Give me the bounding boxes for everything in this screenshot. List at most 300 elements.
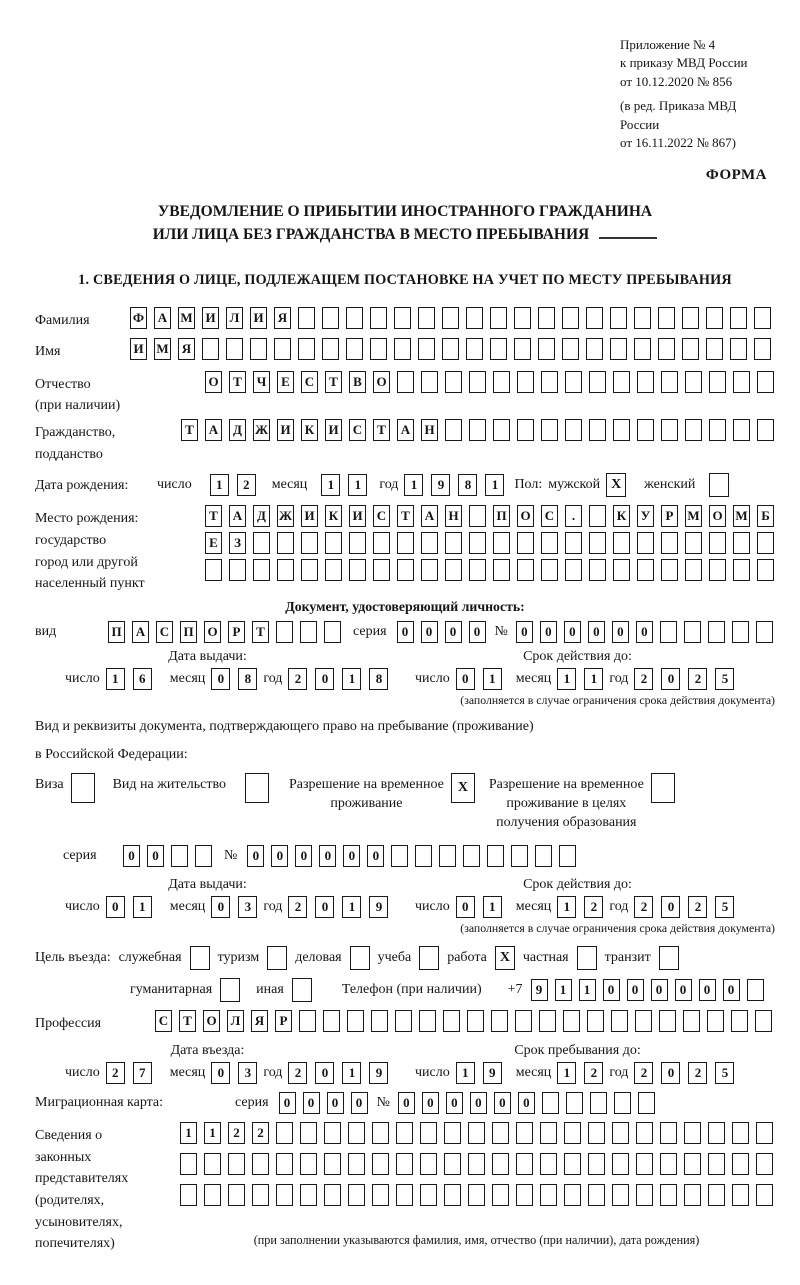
form-cell[interactable] [754, 338, 771, 360]
form-cell[interactable]: 2 [634, 896, 653, 918]
form-cell[interactable] [347, 1010, 364, 1032]
form-cell[interactable] [636, 1184, 653, 1206]
form-cell[interactable]: Т [205, 505, 222, 527]
form-cell[interactable] [300, 1153, 317, 1175]
form-cell[interactable] [397, 559, 414, 581]
form-cell[interactable] [372, 1122, 389, 1144]
form-cell[interactable] [732, 621, 749, 643]
form-cell[interactable]: 1 [485, 474, 504, 496]
form-cell[interactable]: Т [229, 371, 246, 393]
form-cell[interactable]: 0 [675, 979, 692, 1001]
form-cell[interactable] [463, 845, 480, 867]
form-cell[interactable]: Ж [253, 419, 270, 441]
form-cell[interactable]: 2 [228, 1122, 245, 1144]
form-cell[interactable]: 2 [252, 1122, 269, 1144]
form-cell[interactable] [709, 559, 726, 581]
form-cell[interactable]: 0 [315, 896, 334, 918]
form-cell[interactable]: Б [757, 505, 774, 527]
form-cell[interactable]: 9 [369, 1062, 388, 1084]
purpose-humanitarian-checkbox[interactable] [220, 978, 240, 1002]
form-cell[interactable] [468, 1184, 485, 1206]
form-cell[interactable] [349, 559, 366, 581]
form-cell[interactable] [348, 1184, 365, 1206]
form-cell[interactable] [466, 338, 483, 360]
form-cell[interactable]: 0 [446, 1092, 463, 1114]
form-cell[interactable]: И [250, 307, 267, 329]
form-cell[interactable] [420, 1122, 437, 1144]
form-cell[interactable] [276, 1184, 293, 1206]
form-cell[interactable] [586, 338, 603, 360]
form-cell[interactable] [491, 1010, 508, 1032]
form-cell[interactable]: С [156, 621, 173, 643]
form-cell[interactable] [707, 1010, 724, 1032]
form-cell[interactable] [419, 1010, 436, 1032]
form-cell[interactable] [442, 338, 459, 360]
purpose-study-checkbox[interactable] [419, 946, 439, 970]
form-cell[interactable] [276, 621, 293, 643]
form-cell[interactable] [397, 532, 414, 554]
form-cell[interactable]: 0 [343, 845, 360, 867]
form-cell[interactable] [469, 419, 486, 441]
form-cell[interactable] [730, 338, 747, 360]
form-cell[interactable] [563, 1010, 580, 1032]
form-cell[interactable]: У [637, 505, 654, 527]
form-cell[interactable]: 0 [456, 668, 475, 690]
form-cell[interactable] [613, 532, 630, 554]
form-cell[interactable]: 2 [688, 1062, 707, 1084]
form-cell[interactable] [180, 1153, 197, 1175]
form-cell[interactable] [661, 532, 678, 554]
form-cell[interactable] [517, 371, 534, 393]
form-cell[interactable] [397, 371, 414, 393]
form-cell[interactable]: 1 [342, 1062, 361, 1084]
form-cell[interactable]: Т [181, 419, 198, 441]
form-cell[interactable]: 0 [327, 1092, 344, 1114]
form-cell[interactable] [634, 307, 651, 329]
form-cell[interactable] [415, 845, 432, 867]
form-cell[interactable]: 0 [456, 896, 475, 918]
form-cell[interactable] [490, 338, 507, 360]
form-cell[interactable] [709, 532, 726, 554]
form-cell[interactable]: С [373, 505, 390, 527]
form-cell[interactable] [252, 1184, 269, 1206]
form-cell[interactable]: 0 [494, 1092, 511, 1114]
form-cell[interactable]: 3 [238, 1062, 257, 1084]
form-cell[interactable] [757, 419, 774, 441]
form-cell[interactable] [466, 307, 483, 329]
temp-permit-checkbox[interactable]: X [451, 773, 475, 803]
form-cell[interactable]: 0 [123, 845, 140, 867]
form-cell[interactable] [442, 307, 459, 329]
form-cell[interactable]: И [277, 419, 294, 441]
form-cell[interactable] [541, 371, 558, 393]
form-cell[interactable] [709, 371, 726, 393]
form-cell[interactable] [685, 532, 702, 554]
form-cell[interactable] [757, 532, 774, 554]
form-cell[interactable]: 1 [557, 668, 576, 690]
form-cell[interactable] [514, 338, 531, 360]
form-cell[interactable] [685, 559, 702, 581]
form-cell[interactable]: О [709, 505, 726, 527]
form-cell[interactable] [565, 559, 582, 581]
form-cell[interactable] [708, 1153, 725, 1175]
form-cell[interactable]: П [180, 621, 197, 643]
form-cell[interactable] [747, 979, 764, 1001]
form-cell[interactable]: Е [205, 532, 222, 554]
form-cell[interactable] [277, 559, 294, 581]
form-cell[interactable] [517, 532, 534, 554]
form-cell[interactable] [445, 532, 462, 554]
form-cell[interactable] [610, 307, 627, 329]
form-cell[interactable] [730, 307, 747, 329]
form-cell[interactable] [195, 845, 212, 867]
form-cell[interactable]: 2 [288, 1062, 307, 1084]
form-cell[interactable]: 1 [483, 896, 502, 918]
form-cell[interactable] [685, 371, 702, 393]
form-cell[interactable]: О [373, 371, 390, 393]
form-cell[interactable] [684, 1153, 701, 1175]
purpose-business-checkbox[interactable] [350, 946, 370, 970]
form-cell[interactable]: 1 [133, 896, 152, 918]
form-cell[interactable]: Ф [130, 307, 147, 329]
form-cell[interactable] [733, 371, 750, 393]
form-cell[interactable]: 0 [421, 621, 438, 643]
form-cell[interactable] [613, 371, 630, 393]
form-cell[interactable]: 0 [303, 1092, 320, 1114]
form-cell[interactable] [612, 1184, 629, 1206]
form-cell[interactable] [277, 532, 294, 554]
form-cell[interactable]: 0 [211, 668, 230, 690]
form-cell[interactable]: Т [179, 1010, 196, 1032]
form-cell[interactable]: В [349, 371, 366, 393]
form-cell[interactable] [180, 1184, 197, 1206]
purpose-transit-checkbox[interactable] [659, 946, 679, 970]
form-cell[interactable]: 0 [279, 1092, 296, 1114]
purpose-work-checkbox[interactable]: X [495, 946, 515, 970]
form-cell[interactable] [467, 1010, 484, 1032]
form-cell[interactable]: С [155, 1010, 172, 1032]
form-cell[interactable]: А [154, 307, 171, 329]
form-cell[interactable] [756, 1153, 773, 1175]
form-cell[interactable] [205, 559, 222, 581]
form-cell[interactable] [535, 845, 552, 867]
form-cell[interactable]: К [325, 505, 342, 527]
form-cell[interactable]: Ж [277, 505, 294, 527]
form-cell[interactable]: 1 [348, 474, 367, 496]
purpose-other-checkbox[interactable] [292, 978, 312, 1002]
form-cell[interactable]: С [301, 371, 318, 393]
form-cell[interactable]: 0 [319, 845, 336, 867]
form-cell[interactable] [324, 1122, 341, 1144]
form-cell[interactable]: 8 [238, 668, 257, 690]
form-cell[interactable] [492, 1153, 509, 1175]
form-cell[interactable]: 0 [445, 621, 462, 643]
form-cell[interactable] [538, 338, 555, 360]
form-cell[interactable] [492, 1184, 509, 1206]
form-cell[interactable] [732, 1184, 749, 1206]
form-cell[interactable]: 1 [204, 1122, 221, 1144]
form-cell[interactable]: 1 [342, 668, 361, 690]
form-cell[interactable] [756, 621, 773, 643]
form-cell[interactable] [445, 419, 462, 441]
form-cell[interactable]: М [178, 307, 195, 329]
form-cell[interactable] [445, 559, 462, 581]
form-cell[interactable]: 0 [612, 621, 629, 643]
form-cell[interactable]: А [205, 419, 222, 441]
form-cell[interactable] [732, 1153, 749, 1175]
form-cell[interactable] [468, 1153, 485, 1175]
form-cell[interactable] [371, 1010, 388, 1032]
form-cell[interactable] [204, 1153, 221, 1175]
form-cell[interactable]: Я [274, 307, 291, 329]
form-cell[interactable] [586, 307, 603, 329]
form-cell[interactable]: . [565, 505, 582, 527]
form-cell[interactable] [323, 1010, 340, 1032]
form-cell[interactable] [395, 1010, 412, 1032]
visa-checkbox[interactable] [71, 773, 95, 803]
form-cell[interactable] [564, 1153, 581, 1175]
form-cell[interactable]: К [613, 505, 630, 527]
form-cell[interactable]: 1 [557, 1062, 576, 1084]
form-cell[interactable] [515, 1010, 532, 1032]
form-cell[interactable] [733, 419, 750, 441]
form-cell[interactable] [493, 419, 510, 441]
form-cell[interactable] [349, 532, 366, 554]
form-cell[interactable] [421, 371, 438, 393]
form-cell[interactable] [418, 307, 435, 329]
form-cell[interactable]: 1 [321, 474, 340, 496]
form-cell[interactable] [517, 559, 534, 581]
form-cell[interactable] [300, 621, 317, 643]
form-cell[interactable]: 2 [106, 1062, 125, 1084]
form-cell[interactable]: 0 [247, 845, 264, 867]
form-cell[interactable] [373, 559, 390, 581]
form-cell[interactable]: 0 [636, 621, 653, 643]
form-cell[interactable]: М [154, 338, 171, 360]
form-cell[interactable]: 7 [133, 1062, 152, 1084]
form-cell[interactable] [757, 559, 774, 581]
form-cell[interactable] [396, 1122, 413, 1144]
form-cell[interactable] [564, 1184, 581, 1206]
form-cell[interactable] [612, 1153, 629, 1175]
form-cell[interactable] [541, 419, 558, 441]
form-cell[interactable] [276, 1153, 293, 1175]
form-cell[interactable] [373, 532, 390, 554]
form-cell[interactable] [660, 1184, 677, 1206]
form-cell[interactable] [493, 371, 510, 393]
form-cell[interactable] [469, 371, 486, 393]
form-cell[interactable]: 0 [518, 1092, 535, 1114]
form-cell[interactable] [325, 532, 342, 554]
form-cell[interactable] [202, 338, 219, 360]
form-cell[interactable] [325, 559, 342, 581]
form-cell[interactable] [541, 532, 558, 554]
form-cell[interactable]: Т [252, 621, 269, 643]
form-cell[interactable]: 0 [422, 1092, 439, 1114]
form-cell[interactable]: Н [421, 419, 438, 441]
form-cell[interactable] [493, 532, 510, 554]
form-cell[interactable] [492, 1122, 509, 1144]
form-cell[interactable]: Н [445, 505, 462, 527]
form-cell[interactable]: 0 [106, 896, 125, 918]
form-cell[interactable] [444, 1153, 461, 1175]
form-cell[interactable]: 2 [688, 896, 707, 918]
form-cell[interactable]: 5 [715, 896, 734, 918]
form-cell[interactable] [517, 419, 534, 441]
form-cell[interactable] [733, 559, 750, 581]
form-cell[interactable] [298, 338, 315, 360]
form-cell[interactable] [228, 1184, 245, 1206]
form-cell[interactable]: И [130, 338, 147, 360]
form-cell[interactable]: 9 [431, 474, 450, 496]
form-cell[interactable] [276, 1122, 293, 1144]
form-cell[interactable] [660, 1122, 677, 1144]
form-cell[interactable]: Л [226, 307, 243, 329]
form-cell[interactable] [171, 845, 188, 867]
form-cell[interactable] [610, 338, 627, 360]
form-cell[interactable] [659, 1010, 676, 1032]
form-cell[interactable] [682, 307, 699, 329]
form-cell[interactable]: И [325, 419, 342, 441]
form-cell[interactable]: 0 [147, 845, 164, 867]
form-cell[interactable]: 3 [238, 896, 257, 918]
form-cell[interactable] [394, 307, 411, 329]
form-cell[interactable] [252, 1153, 269, 1175]
form-cell[interactable] [732, 1122, 749, 1144]
form-cell[interactable]: 1 [584, 668, 603, 690]
form-cell[interactable] [469, 559, 486, 581]
form-cell[interactable] [444, 1184, 461, 1206]
form-cell[interactable] [468, 1122, 485, 1144]
form-cell[interactable]: 0 [540, 621, 557, 643]
form-cell[interactable] [564, 1122, 581, 1144]
form-cell[interactable] [565, 419, 582, 441]
form-cell[interactable] [394, 338, 411, 360]
form-cell[interactable] [418, 338, 435, 360]
form-cell[interactable]: 2 [634, 668, 653, 690]
form-cell[interactable] [540, 1153, 557, 1175]
form-cell[interactable] [684, 621, 701, 643]
form-cell[interactable]: 0 [723, 979, 740, 1001]
form-cell[interactable]: С [541, 505, 558, 527]
form-cell[interactable]: Д [253, 505, 270, 527]
form-cell[interactable] [204, 1184, 221, 1206]
form-cell[interactable]: 0 [211, 1062, 230, 1084]
form-cell[interactable] [709, 419, 726, 441]
form-cell[interactable] [445, 371, 462, 393]
form-cell[interactable]: 1 [579, 979, 596, 1001]
form-cell[interactable] [421, 532, 438, 554]
form-cell[interactable] [637, 419, 654, 441]
form-cell[interactable] [589, 505, 606, 527]
form-cell[interactable] [658, 307, 675, 329]
form-cell[interactable]: 0 [398, 1092, 415, 1114]
form-cell[interactable]: 0 [315, 668, 334, 690]
form-cell[interactable] [756, 1184, 773, 1206]
form-cell[interactable] [637, 532, 654, 554]
form-cell[interactable]: 9 [531, 979, 548, 1001]
purpose-official-checkbox[interactable] [190, 946, 210, 970]
form-cell[interactable]: Т [325, 371, 342, 393]
form-cell[interactable] [253, 559, 270, 581]
form-cell[interactable] [708, 1184, 725, 1206]
form-cell[interactable]: 1 [557, 896, 576, 918]
form-cell[interactable] [322, 338, 339, 360]
form-cell[interactable]: 1 [342, 896, 361, 918]
form-cell[interactable]: Р [661, 505, 678, 527]
form-cell[interactable] [614, 1092, 631, 1114]
form-cell[interactable] [469, 532, 486, 554]
form-cell[interactable] [298, 307, 315, 329]
form-cell[interactable] [635, 1010, 652, 1032]
form-cell[interactable] [391, 845, 408, 867]
form-cell[interactable] [637, 559, 654, 581]
form-cell[interactable] [634, 338, 651, 360]
form-cell[interactable]: 9 [483, 1062, 502, 1084]
form-cell[interactable]: О [517, 505, 534, 527]
form-cell[interactable]: Ч [253, 371, 270, 393]
form-cell[interactable]: М [685, 505, 702, 527]
form-cell[interactable] [516, 1153, 533, 1175]
form-cell[interactable] [348, 1153, 365, 1175]
form-cell[interactable] [682, 338, 699, 360]
form-cell[interactable] [540, 1184, 557, 1206]
form-cell[interactable] [589, 371, 606, 393]
residence-permit-checkbox[interactable] [245, 773, 269, 803]
form-cell[interactable]: О [205, 371, 222, 393]
form-cell[interactable]: П [108, 621, 125, 643]
form-cell[interactable]: З [229, 532, 246, 554]
form-cell[interactable] [562, 307, 579, 329]
form-cell[interactable] [613, 559, 630, 581]
form-cell[interactable]: О [204, 621, 221, 643]
form-cell[interactable] [638, 1092, 655, 1114]
form-cell[interactable]: 2 [288, 896, 307, 918]
form-cell[interactable] [324, 621, 341, 643]
gender-female-checkbox[interactable] [709, 473, 729, 497]
form-cell[interactable]: 0 [588, 621, 605, 643]
form-cell[interactable] [658, 338, 675, 360]
form-cell[interactable] [611, 1010, 628, 1032]
form-cell[interactable]: Я [251, 1010, 268, 1032]
form-cell[interactable]: 1 [456, 1062, 475, 1084]
form-cell[interactable]: А [229, 505, 246, 527]
form-cell[interactable] [348, 1122, 365, 1144]
form-cell[interactable] [420, 1153, 437, 1175]
form-cell[interactable] [274, 338, 291, 360]
form-cell[interactable] [565, 371, 582, 393]
form-cell[interactable] [683, 1010, 700, 1032]
form-cell[interactable] [636, 1153, 653, 1175]
form-cell[interactable]: 1 [555, 979, 572, 1001]
form-cell[interactable]: 1 [404, 474, 423, 496]
form-cell[interactable]: 8 [458, 474, 477, 496]
form-cell[interactable]: П [493, 505, 510, 527]
form-cell[interactable]: 2 [288, 668, 307, 690]
form-cell[interactable] [487, 845, 504, 867]
form-cell[interactable]: Я [178, 338, 195, 360]
form-cell[interactable]: Р [228, 621, 245, 643]
form-cell[interactable] [372, 1153, 389, 1175]
form-cell[interactable]: И [301, 505, 318, 527]
form-cell[interactable]: 0 [603, 979, 620, 1001]
form-cell[interactable] [589, 559, 606, 581]
form-cell[interactable]: 2 [634, 1062, 653, 1084]
form-cell[interactable] [590, 1092, 607, 1114]
form-cell[interactable] [538, 307, 555, 329]
form-cell[interactable]: О [203, 1010, 220, 1032]
form-cell[interactable] [300, 1184, 317, 1206]
